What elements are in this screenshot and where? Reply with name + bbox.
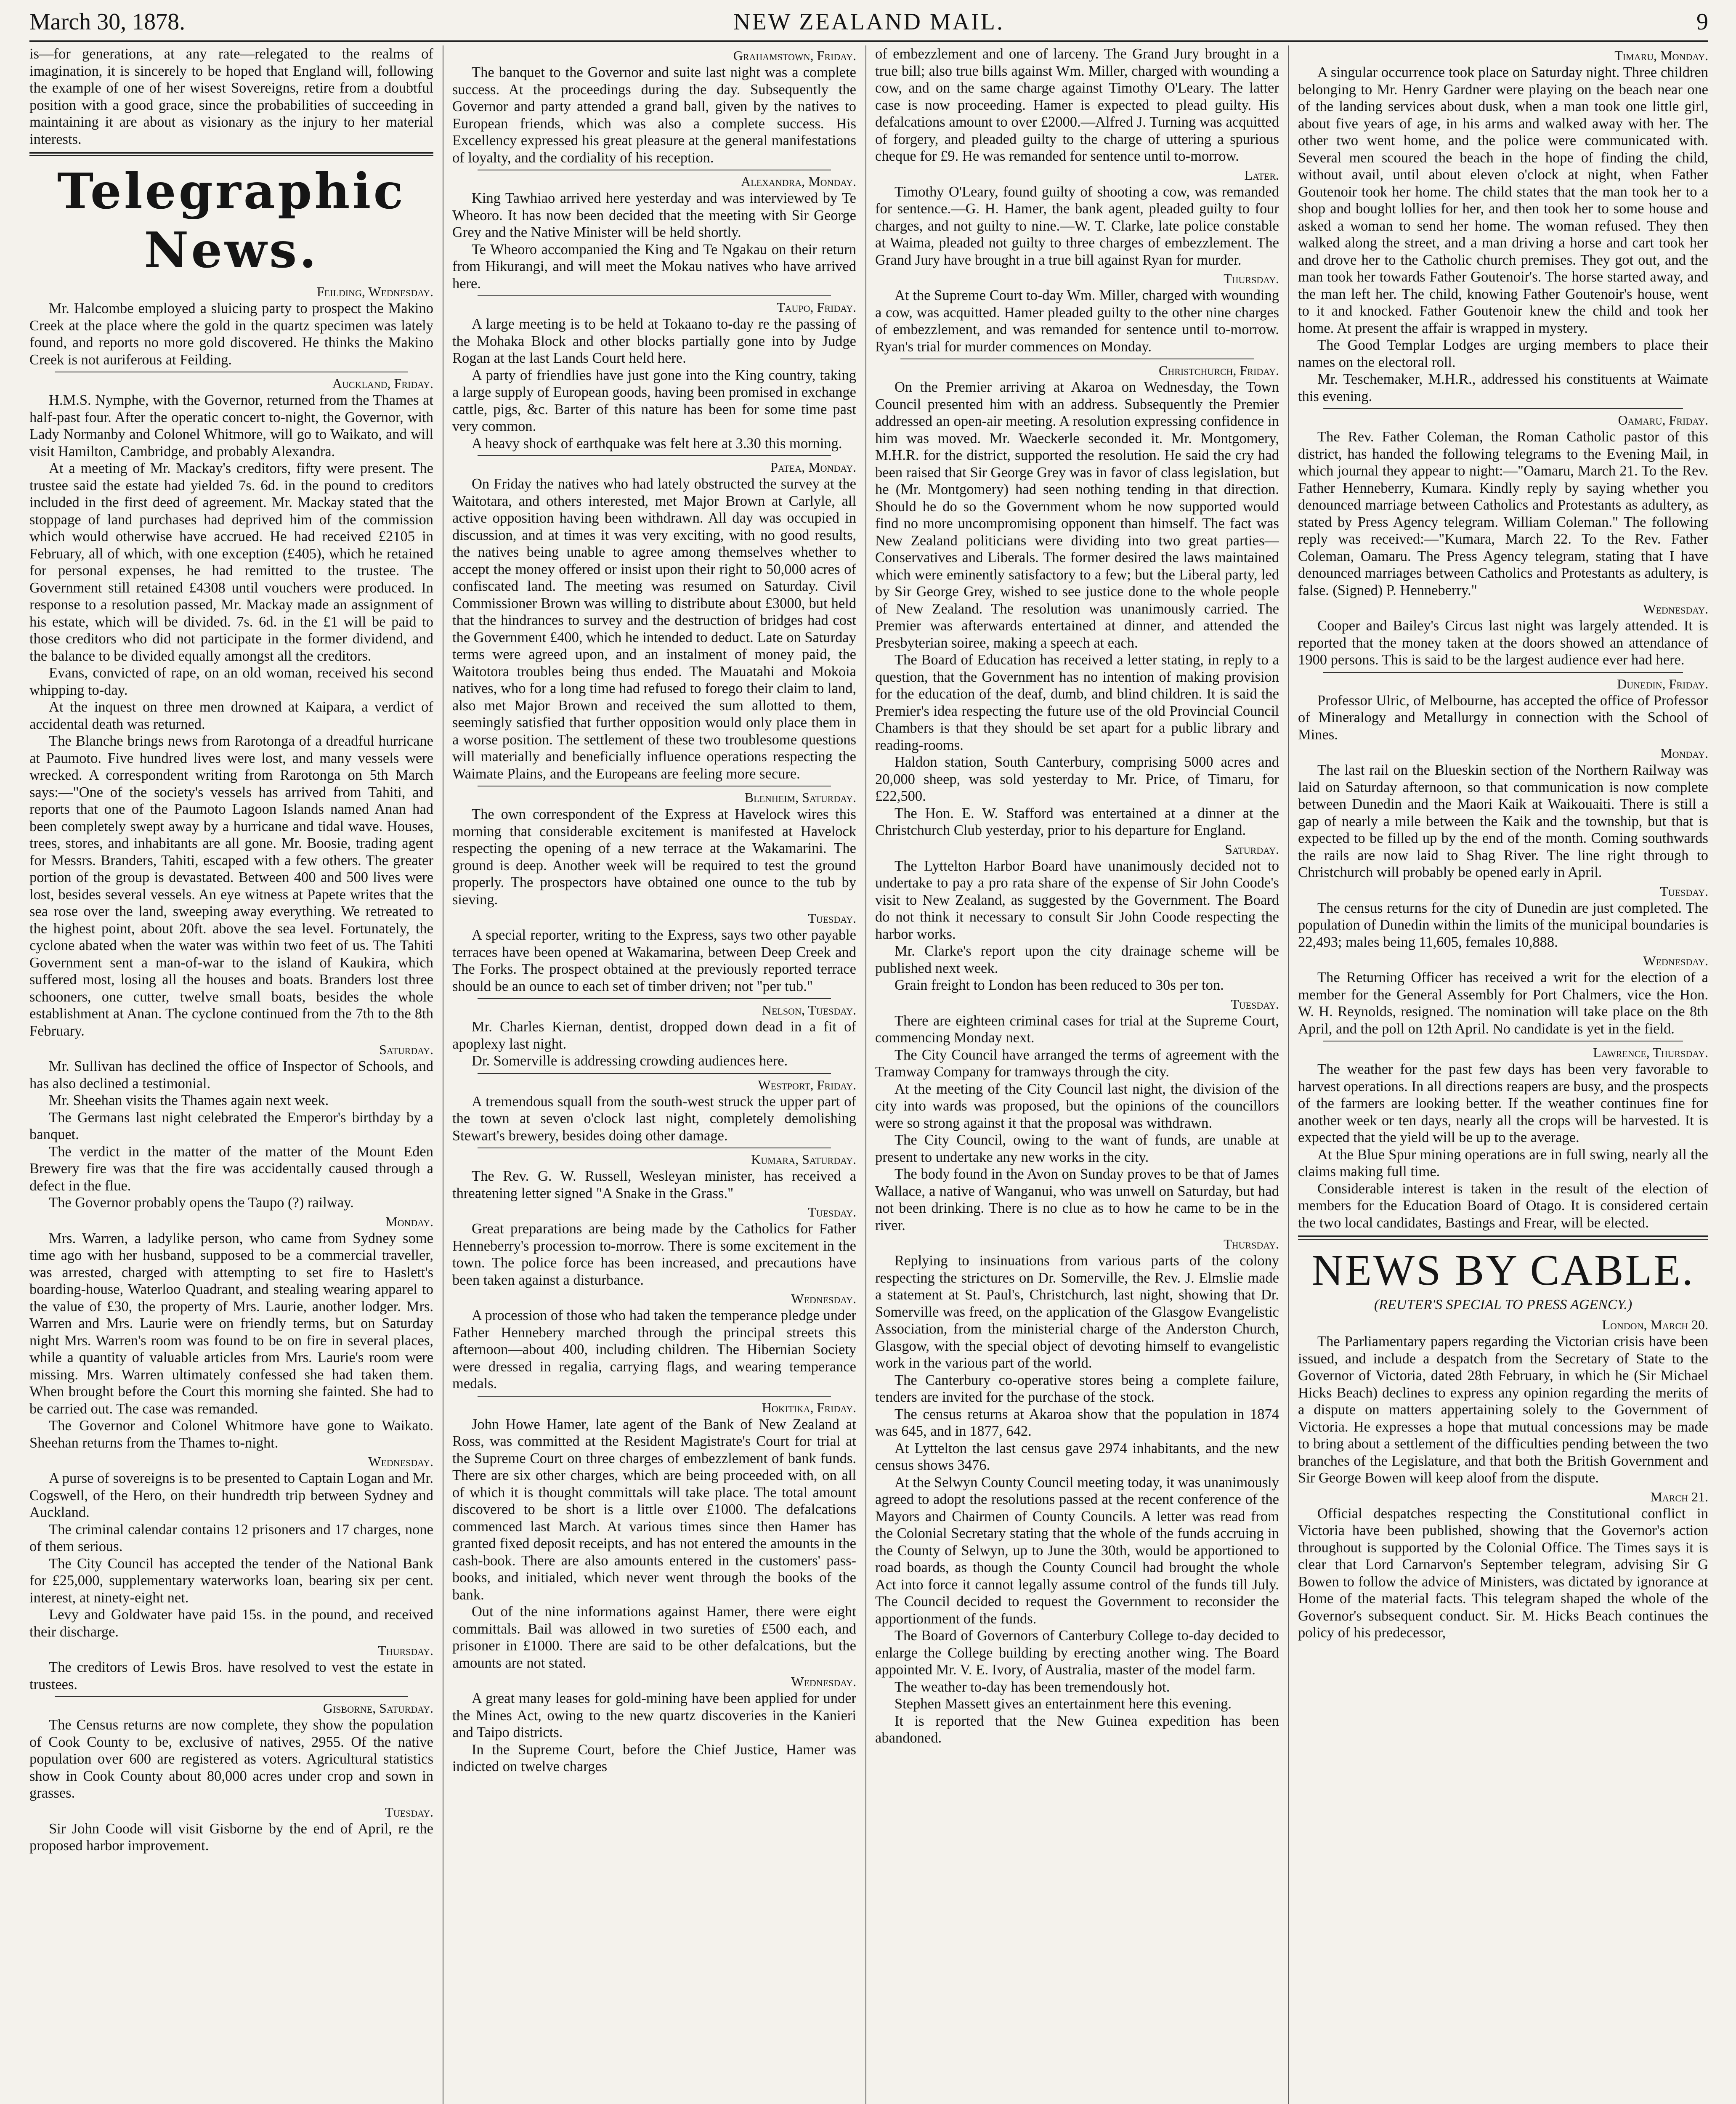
dateline: Wednesday. bbox=[791, 1674, 856, 1689]
article-paragraph: John Howe Hamer, late agent of the Bank of New Zealand at Ross, was committed at the Resident Magistrate's Court for trial at the Supreme Court on three charges of embezzlement of bank funds. There are six other charges, which are being proceeded with, on all of which it is thought committals will take place. The total amount discovered to be short is a little over £1000. The defalcations commenced last March. At various times since then Hamer has granted fixed deposit receipts, and has not entered the amounts in the cash-book. There are also amounts entered in the customers' pass-books, and initialed, which never went through the books of the bank. bbox=[452, 1416, 856, 1603]
article-paragraph: The Parliamentary papers regarding the Victorian crisis have been issued, and include a despatch from the Secretary of State to the Governor of Victoria, dated 28th February, in which he (Sir Michael Hicks Beach) declines to express any opinion regarding the merits of a dispute on matters appertaining solely to the Government of Victoria. He expresses a hope that mutual concessions may be made to bring about a settlement of the difficulties pending between the two branches of the Legislature, and that both the British Government and Sir George Bowen will keep aloof from the dispute. bbox=[1298, 1334, 1708, 1486]
dateline: Monday. bbox=[1660, 746, 1708, 761]
issue-date: March 30, 1878. bbox=[29, 9, 186, 35]
article-paragraph: Cooper and Bailey's Circus last night was largely attended. It is reported that the money taken at the doors showed an attendance of 1900 persons. This is said to be the largest audience ever had here. bbox=[1298, 618, 1708, 668]
article-paragraph: Mr. Teschemaker, M.H.R., addressed his constituents at Waimate this evening. bbox=[1298, 371, 1708, 404]
column-rule bbox=[1288, 45, 1289, 2104]
dateline: Taupo, Friday. bbox=[777, 300, 856, 315]
dateline: Kumara, Saturday. bbox=[751, 1152, 856, 1167]
dateline: Tuesday. bbox=[808, 911, 856, 926]
article-paragraph: The creditors of Lewis Bros. have resolved to vest the estate in trustees. bbox=[29, 1659, 433, 1692]
section-divider bbox=[55, 1696, 408, 1697]
column-rule bbox=[865, 45, 866, 2104]
article-paragraph: The Rev. Father Coleman, the Roman Catholic pastor of this district, has handed the following telegrams to the Evening Mail, in which journal they appear to night:—"Oamaru, March 21. To the Rev. Father Henneberry, Kumara. Kindly reply by saying whether you denounced marriage between Catholics and Protestants as adultery, as stated by Press Agency telegram. William Coleman." The following reply was received:—"Kumara, March 22. To the Rev. Father Coleman, Oamaru. The Press Agency telegram, stating that I have denounced marriages between Catholics and Protestants as adultery, is false. (Signed) P. Henneberry." bbox=[1298, 429, 1708, 598]
article-paragraph: Levy and Goldwater have paid 15s. in the pound, and received their discharge. bbox=[29, 1607, 433, 1640]
article-paragraph: The Governor and Colonel Whitmore have gone to Waikato. Sheehan returns from the Thames to-night. bbox=[29, 1418, 433, 1451]
article-paragraph: The Blanche brings news from Rarotonga of a dreadful hurricane at Paumoto. Five hundred lives were lost, and many vessels were wrecked. A correspondent writing from Rarotonga on 5th March says:—"One of the society's vessels has arrived from Tahiti, and reports that one of the Paumoto Lagoon Islands named Anan had been completely swept away by a hurricane and tidal wave. Houses, trees, stores, and inhabitants are all gone. Mr. Boosie, trading agent for Messrs. Branders, Tahiti, escaped with a few others. The greater portion of the group is devastated. Between 400 and 500 lives were lost, besides several vessels. An eye witness at Papete writes that the sea rose over the land, sweeping away everything. We retreated to the highest point, about 20ft. above the sea level. Fortunately, the cyclone abated when the water was within two feet of us. The Tahiti Government sent a man-of-war to the island of Kaukira, which suffered most, losing all the houses and boats. Branders lost three schooners, one cutter, twelve small boats, besides the whole establishment at Anan. The cyclone continued from the 7th to the 8th February. bbox=[29, 733, 433, 1039]
article-paragraph: King Tawhiao arrived here yesterday and was interviewed by Te Wheoro. It has now been decided that the meeting with Sir George Grey and the Native Minister will be held shortly. bbox=[452, 190, 856, 240]
cable-subheading: (REUTER'S SPECIAL TO PRESS AGENCY.) bbox=[1374, 1297, 1632, 1312]
article-paragraph: The banquet to the Governor and suite last night was a complete success. At the proceedings during the day. Subsequently the Governor and party attended a grand ball, given by the natives to European friends, which was also a complete success. His Excellency expressed his great pleasure at the general manifestations of loyalty, and the cordiality of his reception. bbox=[452, 64, 856, 166]
article-paragraph: A singular occurrence took place on Saturday night. Three children belonging to Mr. Henry Gardner were playing on the beach near one of the landing services about dusk, when a man took one little girl, about five years of age, in his arms and walked away with her. The other two went home, and the police were communicated with. Several men scoured the beach in the hope of finding the child, without avail, until about eleven o'clock at night, when Father Goutenoir took her home. The child states that the man took her to a shop and bought lollies for her, and then took her to some house and asked a woman to send her home. The woman refused. They then walked along the street, and a man driving a horse and cart took her and drove her to the Catholic church premises. They got out, and the man took her towards Father Goutenoir's. The horse started away, and the man left her. The child, knowing Father Goutenoir's house, went to it and knocked. Father Goutenoir knew the child and took her home. At present the affair is wrapped in mystery. bbox=[1298, 64, 1708, 336]
article-paragraph: At a meeting of Mr. Mackay's creditors, fifty were present. The trustee said the estate had yielded 7s. 6d. in the pound to creditors included in the first deed of agreement. Mr. Mackay stated that the stoppage of land purchases had deprived him of the commission which would otherwise have accrued. He had received £2105 in February, all of which, with one exception (£405), which he retained for personal expenses, he had remitted to the trustee. The Government still retained £4308 until vouchers were produced. In response to a resolution passed, Mr. Mackay made an assignment of his estate, which will be divided. 7s. 6d. in the £1 will be paid to those creditors who did not participate in the former dividend, and the balance to be divided equally amongst all the creditors. bbox=[29, 460, 433, 664]
article-paragraph: Te Wheoro accompanied the King and Te Ngakau on their return from Hikurangi, and will meet the Mokau natives who have arrived here. bbox=[452, 241, 856, 292]
article-paragraph: The verdict in the matter of the matter of the Mount Eden Brewery fire was that the fire was accidentally caused through a defect in the flue. bbox=[29, 1143, 433, 1194]
dateline: Later. bbox=[1244, 167, 1279, 183]
article-paragraph: A great many leases for gold-mining have been applied for under the Mines Act, owing to the new quartz discoveries in the Kanieri and Taipo districts. bbox=[452, 1690, 856, 1740]
article-paragraph: The Board of Governors of Canterbury College to-day decided to enlarge the College building by erecting another wing. The Board appointed Mr. V. E. Ivory, of Australia, master of the model farm. bbox=[875, 1628, 1279, 1678]
article-paragraph: The City Council have arranged the terms of agreement with the Tramway Company for tramways through the city. bbox=[875, 1047, 1279, 1080]
article-paragraph: Stephen Massett gives an entertainment here this evening. bbox=[895, 1696, 1232, 1712]
column-2 bbox=[452, 45, 856, 2104]
article-paragraph: The Canterbury co-operative stores being a complete failure, tenders are invited for the purchase of the stock. bbox=[875, 1372, 1279, 1405]
article-paragraph: is—for generations, at any rate—relegated to the realms of imagination, it is sincerely to be hoped that England will, following the example of one of her wisest Sovereigns, retire from a doubtful position with a good grace, since the probabilities of succeeding in maintaining it are about as visionary as the injury to her material interests. bbox=[29, 46, 433, 147]
section-divider bbox=[478, 295, 831, 296]
dateline: Saturday. bbox=[1225, 841, 1279, 857]
article-paragraph: The Returning Officer has received a writ for the election of a member for the General Assembly for Port Chalmers, vice the Hon. W. H. Reynolds, resigned. The nomination will take place on the 8th April, and the poll on 12th April. No candidate is yet in the field. bbox=[1298, 970, 1708, 1037]
article-paragraph: Great preparations are being made by the Catholics for Father Henneberry's procession to-morrow. There is some excitement in the town. The police force has been increased, and precautions have been taken against a disturbance. bbox=[452, 1221, 856, 1288]
dateline: Oamaru, Friday. bbox=[1618, 412, 1708, 428]
article-paragraph: The City Council, owing to the want of funds, are unable at present to undertake any new works in the city. bbox=[875, 1132, 1279, 1165]
article-paragraph: The own correspondent of the Express at Havelock wires this morning that considerable excitement is manifested at Havelock respecting the opening of a new terrace at the Wakamarini. The ground is deep. Another week will be required to test the ground properly. The prospectors have obtained one ounce to the tub by sieving. bbox=[452, 806, 856, 908]
article-paragraph: H.M.S. Nymphe, with the Governor, returned from the Thames at half-past four. After the operatic concert to-night, the Governor, with Lady Normanby and Colonel Whitmore, will go to Waikato, and will visit Hamilton, Cambridge, and probably Alexandra. bbox=[29, 392, 433, 460]
article-paragraph: Mrs. Warren, a ladylike person, who came from Sydney some time ago with her husband, supposed to be a commercial traveller, was arrested, charged with attempting to set fire to Haslett's boarding-house, Waterloo Quadrant, and stealing wearing apparel to the value of £30, the property of Mrs. Laurie, another lodger. Mrs. Warren and Mrs. Laurie were on friendly terms, but on Saturday night Mrs. Warren's room was found to be on fire in several places, while a quantity of valuable articles from Mrs. Laurie's room were missing. Mrs. Warren ultimately confessed she had taken them. When brought before the Court this morning she fainted. She had to be carried out. The case was remanded. bbox=[29, 1230, 433, 1417]
article-paragraph: Mr. Halcombe employed a sluicing party to prospect the Makino Creek at the place where the gold in the quartz specimen was lately found, and reports no more gold discovered. He thinks the Makino Creek is not auriferous at Feilding. bbox=[29, 300, 433, 368]
article-paragraph: Considerable interest is taken in the result of the election of members for the Education Board of Otago. It is considered certain the two local candidates, Bastings and Frear, will be elected. bbox=[1298, 1180, 1708, 1231]
dateline: Feilding, Wednesday. bbox=[316, 284, 433, 299]
dateline: Tuesday. bbox=[1231, 996, 1279, 1012]
article-paragraph: The Good Templar Lodges are urging members to place their names on the electoral roll. bbox=[1298, 337, 1708, 370]
article-paragraph: A large meeting is to be held at Tokaano to-day re the passing of the Mohaka Block and other blocks partially gone into by Judge Rogan at the last Lands Court held here. bbox=[452, 316, 856, 366]
section-divider bbox=[478, 998, 831, 999]
dateline: Patea, Monday. bbox=[770, 460, 856, 475]
article-paragraph: Professor Ulric, of Melbourne, has accepted the office of Professor of Mineralogy and Metallurgy in connection with the School of Mines. bbox=[1298, 692, 1708, 743]
column-3 bbox=[875, 45, 1279, 2104]
dateline: London, March 20. bbox=[1602, 1317, 1708, 1332]
article-paragraph: The Germans last night celebrated the Emperor's birthday by a banquet. bbox=[29, 1109, 433, 1142]
article-paragraph: The City Council has accepted the tender of the National Bank for £25,000, supplementary waterworks loan, bearing six per cent. interest, at ninety-eight net. bbox=[29, 1555, 433, 1606]
dateline: Lawrence, Thursday. bbox=[1593, 1045, 1708, 1060]
dateline: Thursday. bbox=[1224, 1236, 1279, 1251]
article-paragraph: The Governor probably opens the Taupo (?) railway. bbox=[49, 1195, 354, 1211]
article-paragraph: A heavy shock of earthquake was felt here at 3.30 this morning. bbox=[472, 435, 842, 452]
dateline: Monday. bbox=[385, 1214, 433, 1229]
article-paragraph: In the Supreme Court, before the Chief Justice, Hamer was indicted on twelve charges bbox=[452, 1741, 856, 1775]
dateline: Dunedin, Friday. bbox=[1617, 676, 1708, 691]
article-paragraph: At the Selwyn County Council meeting today, it was unanimously agreed to adopt the resolutions passed at the recent conference of the Mayors and Chairmen of County Councils. A letter was read from the Colonial Secretary stating that the whole of the funds accruing in the County of Selwyn, up to June the 30th, would be apportioned to road boards, as though the County Council had brought the whole Act into force it cannot legally assume control of the funds till July. The Council decided to request the Government to reconsider the apportionment of the funds. bbox=[875, 1474, 1279, 1627]
newspaper-title: NEW ZEALAND MAIL. bbox=[733, 9, 1004, 35]
section-divider bbox=[478, 1396, 831, 1397]
article-paragraph: The weather for the past few days has been very favorable to harvest operations. In all directions reapers are busy, and the prospects of the farmers are looking better. If the weather continues fine for another week or ten days, nearly all the crops will be harvested. It is expected that the yield will be up to the average. bbox=[1298, 1061, 1708, 1145]
dateline: Timaru, Monday. bbox=[1614, 48, 1708, 63]
article-paragraph: A purse of sovereigns is to be presented to Captain Logan and Mr. Cogswell, of the Hero, on their hundredth trip between Sydney and Auckland. bbox=[29, 1470, 433, 1520]
article-paragraph: A procession of those who had taken the temperance pledge under Father Hennebery marched through the principal streets this afternoon—about 400, including children. The Hibernian Society were dressed in regalia, carrying flags, and wearing temperance medals. bbox=[452, 1307, 856, 1392]
article-paragraph: On Friday the natives who had lately obstructed the survey at the Waitotara, and others interested, met Major Brown at Carlyle, all active opposition having been withdrawn. All day was occupied in discussion, and at times it was very exciting, with no good results, the natives being unable to agree among themselves whether to accept the money offered or insist upon their right to 50,000 acres of confiscated land. The meeting was resumed on Saturday. Civil Commissioner Brown was willing to distribute about £3000, but held that the hindrances to survey and the destruction of bridges had cost the Government £400, which he intended to deduct. Late on Saturday terms were agreed upon, and an instalment of money paid, the Waitotora troubles being thus ended. The Mauatahi and Mokoia natives, who for a long time had refused to forego their claim to land, also met Major Brown and received the sum allotted to them, seemingly satisfied that further opposition would only place them in a worse position. The settlement of these two troublesome questions will materially and beneficially influence operations respecting the Waimate Plains, and the Europeans are feeling more secure. bbox=[452, 476, 856, 782]
section-divider bbox=[1323, 672, 1683, 673]
dateline: Wednesday. bbox=[1643, 601, 1708, 616]
article-paragraph: At the Blue Spur mining operations are in full swing, nearly all the claims making full time. bbox=[1298, 1146, 1708, 1180]
section-divider bbox=[478, 1073, 831, 1074]
dateline: Hokitika, Friday. bbox=[762, 1400, 856, 1415]
dateline: Nelson, Tuesday. bbox=[762, 1002, 856, 1017]
article-paragraph: Replying to insinuations from various parts of the colony respecting the strictures on Dr. Somerville, the Rev. J. Elmslie made a statement at St. Paul's, Christchurch, last night, showing that Dr. Somerville was freed, on the application of the Glasgow Evangelistic Association, from the ministerial charge of the Anderston Church, Glasgow, with the special object of devoting himself to evangelistic work in the various part of the world. bbox=[875, 1253, 1279, 1371]
section-divider bbox=[1323, 408, 1683, 409]
article-paragraph: Haldon station, South Canterbury, comprising 5000 acres and 20,000 sheep, was sold yesterday to Mr. Price, of Timaru, for £22,500. bbox=[875, 754, 1279, 804]
article-paragraph: of embezzlement and one of larceny. The Grand Jury brought in a true bill; also true bills against Wm. Miller, charged with wounding a cow, and on the same charge against Timothy O'Leary. The latter case is now proceeding. Hamer is expected to plead guilty. His defalcations amount to over £2000.—Alfred J. Turning was acquitted of forgery, and pleaded guilty to the charge of uttering a spurious cheque for £9. He was remanded for sentence until to-morrow. bbox=[875, 46, 1279, 164]
article-paragraph: The body found in the Avon on Sunday proves to be that of James Wallace, a native of Wanganui, who was unwell on Saturday, but had not been drinking. There is no clue as to how he came to be in the river. bbox=[875, 1166, 1279, 1233]
column-1 bbox=[29, 45, 433, 2104]
dateline: March 21. bbox=[1650, 1489, 1708, 1504]
dateline: Wednesday. bbox=[368, 1454, 433, 1469]
article-paragraph: Mr. Charles Kiernan, dentist, dropped down dead in a fit of apoplexy last night. bbox=[452, 1019, 856, 1052]
dateline: Wednesday. bbox=[791, 1291, 856, 1306]
dateline: Alexandra, Monday. bbox=[741, 174, 856, 189]
dateline: Thursday. bbox=[378, 1643, 433, 1658]
article-paragraph: The Hon. E. W. Stafford was entertained at a dinner at the Christchurch Club yesterday, prior to his departure for England. bbox=[875, 805, 1279, 838]
article-paragraph: Dr. Somerville is addressing crowding audiences here. bbox=[472, 1053, 788, 1069]
article-paragraph: Mr. Sheehan visits the Thames again next week. bbox=[49, 1092, 329, 1108]
article-paragraph: A party of friendlies have just gone into the King country, taking a large supply of European goods, having been promised in exchange cattle, pigs, &c. Barter of this nature has been for some time past very common. bbox=[452, 367, 856, 434]
article-paragraph: Grain freight to London has been reduced to 30s per ton. bbox=[895, 977, 1224, 993]
article-paragraph: The census returns at Akaroa show that the population in 1874 was 645, and in 1877, 642. bbox=[875, 1406, 1279, 1439]
section-divider bbox=[478, 455, 831, 456]
double-rule bbox=[1298, 1235, 1708, 1240]
article-paragraph: Timothy O'Leary, found guilty of shooting a cow, was remanded for sentence.—G. H. Hamer, the bank agent, pleaded guilty to four charges, and not guilty to nine.—W. T. Clarke, late police constable at Waima, pleaded not guilty to three charges of embezzlement. The Grand Jury have brought in a true bill against Ryan for murder. bbox=[875, 183, 1279, 268]
article-paragraph: A special reporter, writing to the Express, says two other payable terraces have been opened at Wakamarina, between Deep Creek and The Forks. The prospect obtained at the previously reported terrace should be an ounce to each set of timber driven; not "per tub." bbox=[452, 927, 856, 994]
double-rule bbox=[29, 152, 433, 156]
dateline: Christchurch, Friday. bbox=[1158, 363, 1279, 378]
article-paragraph: At the meeting of the City Council last night, the division of the city into wards was proposed, but the opinions of the councillors were so strong against it that the proposal was withdrawn. bbox=[875, 1081, 1279, 1131]
article-paragraph: Sir John Coode will visit Gisborne by the end of April, re the proposed harbor improvement. bbox=[29, 1820, 433, 1854]
dateline: Thursday. bbox=[1224, 271, 1279, 286]
header-rule bbox=[29, 40, 1708, 42]
article-paragraph: The criminal calendar contains 12 prisoners and 17 charges, none of them serious. bbox=[29, 1521, 433, 1554]
article-paragraph: A tremendous squall from the south-west struck the upper part of the town at seven o'clock last night, completely demolishing Stewart's brewery, besides doing other damage. bbox=[452, 1093, 856, 1144]
article-paragraph: The Rev. G. W. Russell, Wesleyan minister, has received a threatening letter signed "A Snake in the Grass." bbox=[452, 1168, 856, 1201]
article-paragraph: The Lyttelton Harbor Board have unanimously decided not to undertake to pay a pro rata share of the expense of Sir John Coode's visit to New Zealand, as suggested by the Government. The Board do not think it necessary to consult Sir John Coode respecting the harbor works. bbox=[875, 858, 1279, 942]
dateline: Auckland, Friday. bbox=[332, 376, 433, 391]
column-4 bbox=[1298, 45, 1708, 2104]
dateline: Tuesday. bbox=[385, 1804, 433, 1820]
dateline: Tuesday. bbox=[808, 1204, 856, 1219]
telegraphic-news-heading: Telegraphic News. bbox=[57, 163, 406, 279]
article-paragraph: Official despatches respecting the Constitutional conflict in Victoria have been published, showing that the Governor's action throughout is supported by the Colonial Office. The Times says it is clear that Lord Carnarvon's September telegram, advising Sir G Bowen to follow the advice of Ministers, was dictated by ignorance at Home of the material facts. This telegram shaped the whole of the Governor's subsequent conduct. Sir. M. Hicks Beach continues the policy of his predecessor, bbox=[1298, 1505, 1708, 1641]
article-paragraph: The Census returns are now complete, they show the population of Cook County to be, exclusive of natives, 2955. Of the native population over 600 are registered as voters. Agricultural statistics show in Cook County about 80,000 acres under crop and sown in grasses. bbox=[29, 1717, 433, 1801]
dateline: Blenheim, Saturday. bbox=[744, 790, 856, 805]
dateline: Grahamstown, Friday. bbox=[733, 48, 856, 63]
article-paragraph: The last rail on the Blueskin section of the Northern Railway was laid on Saturday afternoon, so that communication is now complete between Dunedin and the Maori Kaik at Waikouaiti. There is still a gap of nearly a mile between the Kaik and the township, but that is expected to be filled up by the end of the month. Coming southwards the rails are now laid to Shag River. The line right through to Christchurch will probably be opened early in April. bbox=[1298, 762, 1708, 880]
article-paragraph: The Board of Education has received a letter stating, in reply to a question, that the Government has no intention of making provision for the education of the deaf, dumb, and blind children. It is said the Premier's idea respecting the future use of the old Provincial Council Chambers is that they should be set apart for a public library and reading-rooms. bbox=[875, 652, 1279, 753]
article-paragraph: Mr. Sullivan has declined the office of Inspector of Schools, and has also declined a testimonial. bbox=[29, 1058, 433, 1092]
page-header bbox=[29, 9, 1708, 35]
news-by-cable-heading: NEWS BY CABLE. bbox=[1311, 1246, 1695, 1294]
article-paragraph: At the inquest on three men drowned at Kaipara, a verdict of accidental death was returned. bbox=[29, 699, 433, 732]
article-paragraph: It is reported that the New Guinea expedition has been abandoned. bbox=[875, 1713, 1279, 1746]
article-paragraph: The census returns for the city of Dunedin are just completed. The population of Dunedin within the limits of the municipal boundaries is 22,493; males being 11,605, females 10,888. bbox=[1298, 900, 1708, 950]
article-paragraph: Evans, convicted of rape, on an old woman, received his second whipping to-day. bbox=[29, 665, 433, 698]
dateline: Westport, Friday. bbox=[758, 1077, 856, 1092]
article-paragraph: Out of the nine informations against Hamer, there were eight committals. Bail was allowed in two sureties of £500 each, and prisoner in £1000. There are said to be other defalcations, but the amounts are not stated. bbox=[452, 1604, 856, 1671]
dateline: Wednesday. bbox=[1643, 953, 1708, 968]
article-paragraph: At the Supreme Court to-day Wm. Miller, charged with wounding a cow, was acquitted. Hamer pleaded guilty to the other nine charges of embezzlement, and was remanded for sentence until to-morrow. Ryan's trial for murder commences on Monday. bbox=[875, 287, 1279, 355]
dateline: Tuesday. bbox=[1660, 883, 1708, 899]
article-paragraph: There are eighteen criminal cases for trial at the Supreme Court, commencing Monday next. bbox=[875, 1012, 1279, 1046]
article-paragraph: At Lyttelton the last census gave 2974 inhabitants, and the new census shows 3476. bbox=[875, 1440, 1279, 1473]
article-paragraph: On the Premier arriving at Akaroa on Wednesday, the Town Council presented him with an address. Subsequently the Premier addressed an open-air meeting. A resolution expressing confidence in him was moved. Mr. Waeckerle seconded it. Mr. Montgomery, M.H.R. for the district, supported the resolution. He said the cry had been raised that Sir George Grey was in favor of class legislation, but he (Mr. Montgomery) had seen nothing tending in that direction. Should he do so the Government whom he now supported would find no more uncompromising opponent than himself. The fact was New Zealand politicians were dividing into two great parties—Conservatives and Liberals. The former desired the laws maintained which were eminently satisfactory to a few; but the Liberal party, led by Sir George Grey, wished to see justice done to the whole people of New Zealand. The resolution was unanimously carried. The Premier was afterwards entertained at dinner, and attended the Presbyterian soiree, making a speech at each. bbox=[875, 379, 1279, 651]
article-paragraph: Mr. Clarke's report upon the city drainage scheme will be published next week. bbox=[875, 943, 1279, 976]
dateline: Gisborne, Saturday. bbox=[323, 1700, 433, 1716]
dateline: Saturday. bbox=[379, 1042, 433, 1057]
article-paragraph: The weather to-day has been tremendously hot. bbox=[895, 1679, 1170, 1695]
page-number: 9 bbox=[1696, 9, 1708, 35]
